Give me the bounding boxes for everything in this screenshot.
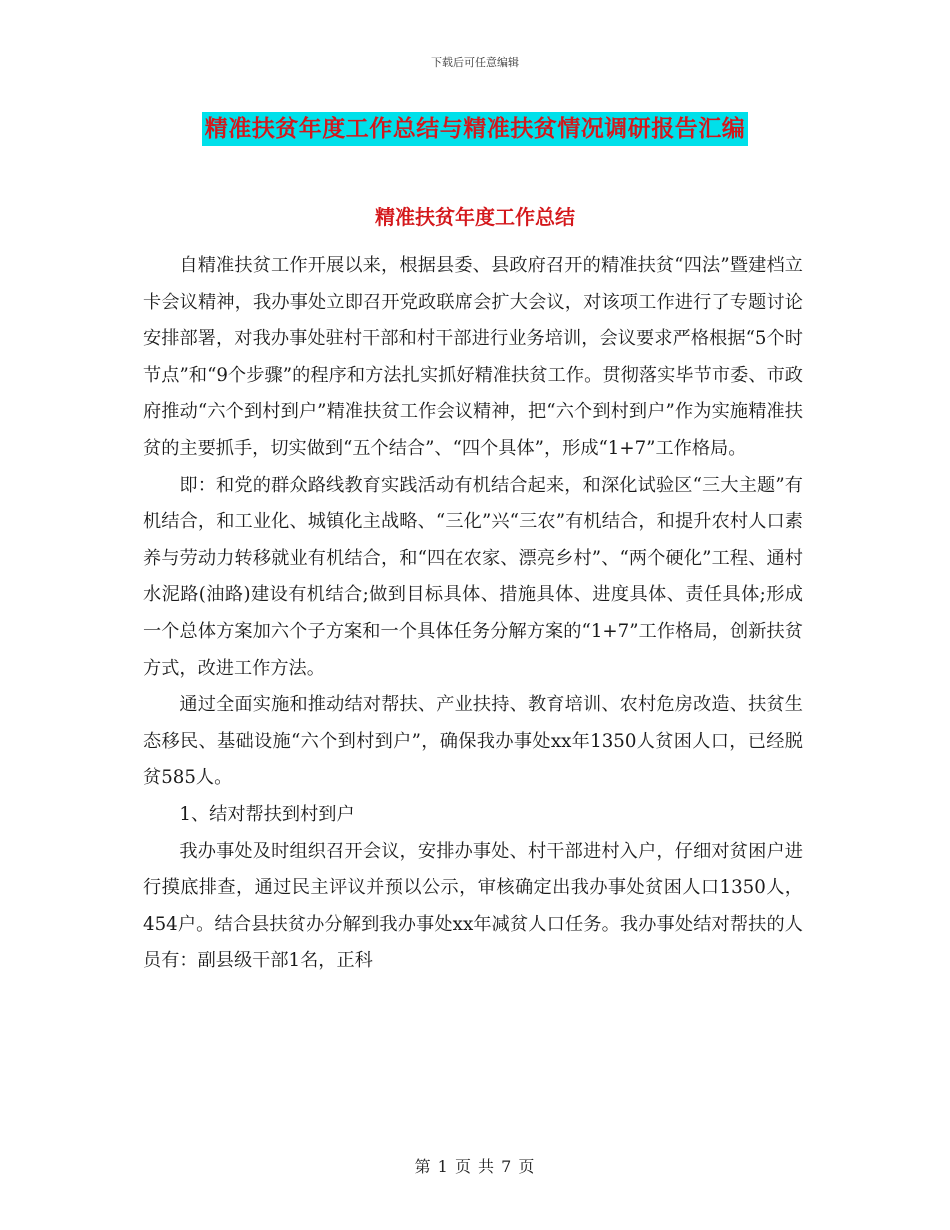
section-title: 精准扶贫年度工作总结 bbox=[375, 205, 575, 229]
main-title-container bbox=[0, 112, 950, 146]
page-number: 第 1 页 共 7 页 bbox=[414, 1157, 536, 1176]
document-body bbox=[143, 248, 803, 980]
page-header-note: 下载后可任意编辑 bbox=[431, 56, 519, 69]
paragraph-4: 我办事处及时组织召开会议，安排办事处、村干部进村入户，仔细对贫困户进行摸底排查，通过民主评议并预以公示，审核确定出我办事处贫困人口1350人，454户。结合县扶贫办分解到我办事处xx年减贫人口任务。我办事处结对帮扶的人员有：副县级干部1名，正科 bbox=[143, 840, 803, 972]
main-title: 精准扶贫年度工作总结与精准扶贫情况调研报告汇编 bbox=[202, 112, 749, 146]
paragraph-2: 即：和党的群众路线教育实践活动有机结合起来，和深化试验区“三大主题”有机结合，和工业化、城镇化主战略、“三化”兴“三农”有机结合，和提升农村人口素养与劳动力转移就业有机结合，和“四在农家、漂亮乡村”、“两个硬化”工程、通村水泥路(油路)建设有机结合;做到目标具体、措施具体、进度具体、责任具体;形成一个总体方案加六个子方案和一个具体任务分解方案的“1+7”工作格局，创新扶贫方式，改进工作方法。 bbox=[143, 474, 803, 679]
paragraph-1: 自精准扶贫工作开展以来，根据县委、县政府召开的精准扶贫“四法”暨建档立卡会议精神，我办事处立即召开党政联席会扩大会议，对该项工作进行了专题讨论安排部署，对我办事处驻村干部和村干部进行业务培训，会议要求严格根据“5个时节点”和“9个步骤”的程序和方法扎实抓好精准扶贫工作。贯彻落实毕节市委、市政府推动“六个到村到户”精准扶贫工作会议精神，把“六个到村到户”作为实施精准扶贫的主要抓手，切实做到“五个结合”、“四个具体”，形成“1+7”工作格局。 bbox=[143, 255, 803, 459]
paragraph-3: 通过全面实施和推动结对帮扶、产业扶持、教育培训、农村危房改造、扶贫生态移民、基础设施“六个到村到户”，确保我办事处xx年1350人贫困人口，已经脱贫585人。 bbox=[143, 694, 803, 789]
section-heading-1: 1、结对帮扶到村到户 bbox=[179, 803, 355, 825]
